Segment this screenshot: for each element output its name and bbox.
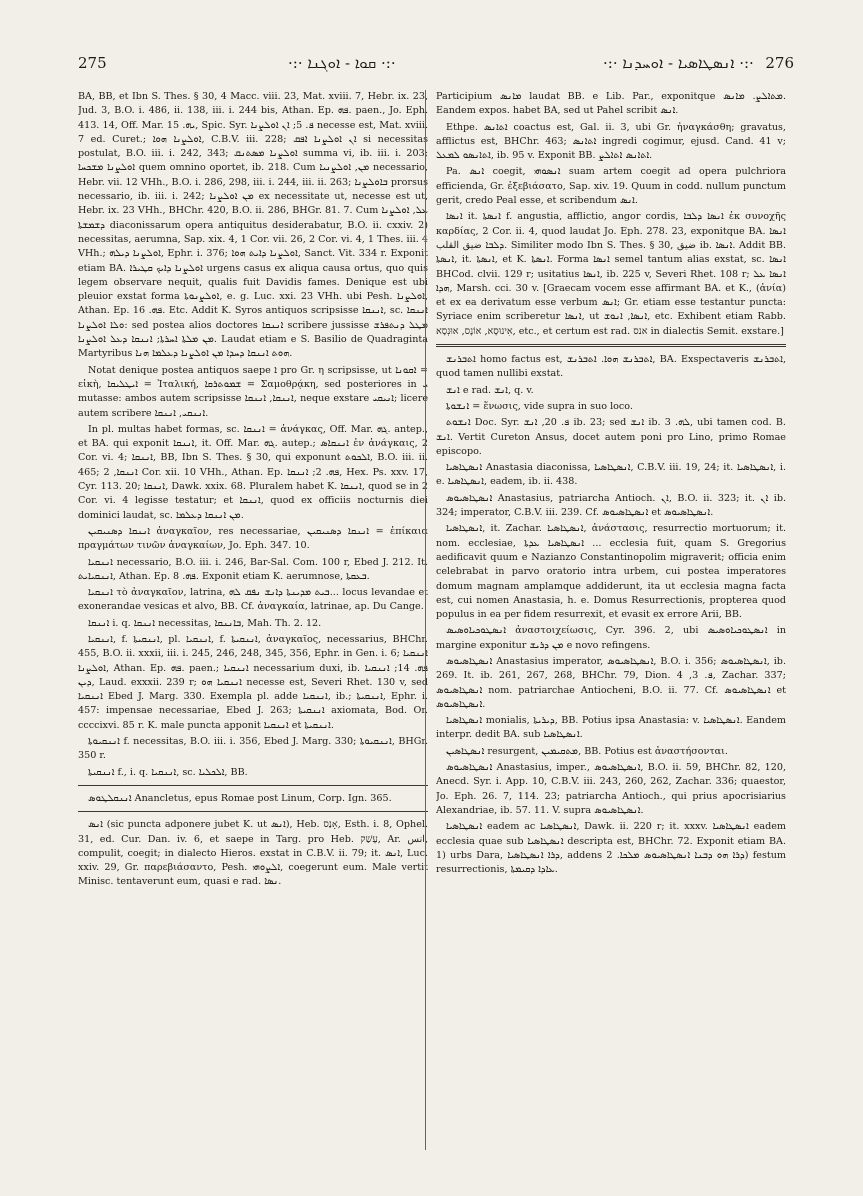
entry-paragraph: ܐܢܣܛܘܟܝܐܘܣܝܣ ἀναστοιχείωσις, Cyr. 396. 2, ubi ܐܢܣܛܘܟܝܐܘܣܝܣ in margine exponitur ܡܢ ܕܪܝܫ e novo refingens. [436, 625, 786, 651]
entry-paragraph: ܐܢܢܩܠܛܘܣ Anancletus, epus Romae post Linum, Corp. Ign. 365. [88, 792, 392, 804]
entry-paragraph: ܐܢܢܩܐ i. q. ܐܢܢܩܐ necessitas, ܒܐܢܢܩܐ, Mah. Th. 2. 12. [88, 617, 322, 629]
entry-paragraph: ܐܢܢܩܝܬܐ f., i. q. ܐܢܢܩܝܐ, sc. ܐܠܟܠܝܐ, BB. [88, 766, 248, 778]
running-header [78, 52, 794, 74]
entry-paragraph: ܐܢܢܩܝܐ necessario, B.O. iii. i. 246, Bar-Sal. Com. 100 r, Ebed J. 212. It. ܐܢܢܩܝܐܝܬ, Athan. Ep. ܦܗ. 8. Exponit etiam K. aerumnose, ܒܥܩܬܐ. [78, 556, 428, 582]
column-divider [425, 90, 426, 1150]
entry-paragraph: Pa. ܐܢܣ coegit, ܐܢܣܘܗܝ suam artem coegit ad opera pulchriora efficienda, Gr. ἐξεβιάσατο, Sap. xiv. 19. Quum in codd. nullum punctum gerit, credo Peal esse, et scribendum ܐܢܣ. [436, 166, 786, 207]
entry-paragraph: ܐܢܢܩܝܐ τὸ ἀναγκαῖον, latrina, ܒܝܬ ܡܕܝܢܬܐ ܕܐܢܫ ܢܦܩ ܠܗ... locus levandae et exonerandae vesicas et alvo, BB. Cf. ἀναγκαία, latrinae, ap. Du Cange. [78, 587, 428, 613]
entry-paragraph: ܐܢܢܩܐ ܕܣܢܝܩܝܢ ἀναγκαῖον, res necessariae, ܐܢܢܩܐ ܕܣܢܝܩܝܢ = ἐπίκαια πραγμάτων τινῶν ἀναγκαίων, Jo. Eph. 347. 10. [78, 525, 428, 552]
running-title-left: ·:· ܩܘܐ - ܐܘܓܢܐ ·:· [288, 54, 396, 72]
entry-paragraph: ܐܢܣ (sic puncta adponere jubet K. ut ܐܢܣ), Heb. אָנַס, Esth. i. 8, Ophel. 31, ed. Cur. Dan. iv. 6, et saepe in Targ. pro Heb. עָשַׁק, Ar. انس, compulit, coegit; in dialecto Hieros. exstat in C.B.V. ii. 79; it. ܐܢܣ, Luc. xxiv. 29, Gr. παρεβιάσαντο, Pesh. ܐܠܨܘܗܝ, coegerunt eum. Male vertit Minisc. tentaverunt eum, quasi e rad. ܢܣܐ. [78, 819, 428, 888]
entry-paragraph: ܐܢܣܛܐܣܝܐ monialis, ܕܝܪܝܬܐ, BB. Potius ipsa Anastasia: v. ܐܢܣܛܐܣܝܐ. Eandem interpr. dedit BA. sub ܐܢܣܛܐܣܝܐ. [436, 715, 786, 741]
section-rule [436, 344, 786, 347]
entry-paragraph: Ethpe. ܐܬܐܢܣ coactus est, Gal. ii. 3, ubi Gr. ἠναγκάσθη; gravatus, afflictus est, BHChr. 463; ܐܬܐܢܣ ingredi cogimur, ejusd. Cand. 41 v; ܐܬܐܢܣܘ ܠܡܥܠ, ib. 95 v. Exponit BB. ܐܬܐܢܣ ܐܬܐܠܨ. [436, 121, 786, 162]
entry-paragraph: In pl. multas habet formas, sc. ܐܢܢܩܐ = ἀνάγκας, Off. Mar. ܓܗ. antep., et BA. qui exponit ܐܢܢܩܐ, it. Off. Mar. ܓܗ. autep.; ܐܢܢܩܐܣ ἐν ἀνάγκαις, 2 Cor. vi. 4; ܐܢܢܩܐ, BB, Ibn S. Thes. § 30, qui exponunt ܐܠܟܘܬ, B.O. iii. ii. 465; ܐܢܢܩܐ, 2 Cor. xii. 10 VHh., Athan. Ep. ܦܗ. 2; ܐܢܢܩܐ, Hex. Ps. xxv. 17, Cyr. 113. 20; ܐܢܢܩܐ, Dawk. xxix. 68. Pluralem habet K. ܐܢܢܩܐ, quod se in 2 Cor. vi. 4 legisse testatur; et ܐܢܢܩܐ, quod ex officiis nocturnis diei dominici laudat, sc. ܡܢ ܐܢܢܩܐ ܕܥܠܡܐ. [78, 423, 428, 521]
entry-paragraph: ܐܢܣܛܐܣܝܐ Anastasia diaconissa, ܐܢܣܛܐܣܝܐ, C.B.V. iii. 19, 24; it. ܐܢܣܛܐܣܝܐ, i. e. ܐܢܣܛܐܣܝܐ, eadem, ib. ii. 438. [436, 462, 786, 488]
entry-paragraph: ܐܢܣܛܐܣܝܢ resurgent, ܡܬܩܝܡܝܢ, BB. Potius est ἀναστήσονται. [446, 745, 728, 757]
running-title-right: ·:· ܐܢܣܛܐܣܝܐ - ܐܘܚܕܢܐ ·:· [603, 54, 754, 72]
section-rule [78, 811, 428, 812]
entry-paragraph: ܐܢܣܛܐܣܝܘܣ Anastasius imperator, ܐܢܣܛܐܣܝܘܣ, B.O. i. 356; ܐܢܣܛܐܣܝܘܣ, ib. 269. It. ib. 261, 267, 268, BHChr. 79, Dion. ܦ. 3, 4, Zachar. 337; ܐܢܣܛܐܣܝܘܣ nom. patriarchae Antiocheni, B.O. ii. 77. Cf. ܐܢܣܛܐܣܝܘܣ et ܐܢܣܛܐܣܝܘܣ. [436, 655, 786, 710]
section-rule [78, 785, 428, 786]
entry-paragraph: ܐܢܣܛܐܣܝܘܣ Anastasius, imper., ܐܢܣܛܐܣܝܘܣ, B.O. ii. 59, BHChr. 82, 120, Anecd. Syr. i. App. 10, C.B.V. iii. 243, 260, 262, Zachar. 336; quaestor, Jo. Eph. 26. 7, 114. 23; patriarcha Antioch., qui prius apocrisiarius Alexandriae, ib. 57. 11. V. supra ܐܢܣܛܐܣܝܘܣ. [436, 762, 786, 816]
entry-paragraph: ܐܢܣܛܐܣܝܐ, it. Zachar. ܐܢܣܛܐܣܝܐ, ἀνάστασις, resurrectio mortuorum; it. nom. ecclesiae, ܐܢܣܛܐܣܝܐ ܥܕܬܐ ... ecclesia fuit, quam S. Gregorius aedificavit quum e Nazianzo Constantinopolim migraverit; officia enim celebrabat in parvo oratorio intra urbem, cui postea imperatores domum magnam amplamque addiderunt, ita ut ecclesia magna facta est, cui nomen Anastasia, h. e. Domus Resurrectionis, propterea quod populus in ea per fidem resurrexit, et evasit ex errore Arii, BB. [436, 523, 786, 621]
entry-paragraph: ܐܢܫܘܬܐ = ἕνωσις, vide supra in suo loco. [446, 400, 633, 412]
page-number-right: 276 [765, 54, 794, 72]
entry-paragraph: ܐܢܢܩܝܘܬܐ f. necessitas, B.O. iii. i. 356, Ebed J. Marg. 330; ܐܢܢܩܝܘܬܐ, BHGr. 350 r. [78, 736, 428, 762]
entry-paragraph: ܐܢܫܘܬ Doc. Syr. ܦ. 20, ܐܢܫ ib. 23; sed ܐܢܫ ib. ܠܗ. 3, ubi tamen cod. B. ܐܢܫ. Vertit Cureton Ansus, docet autem poni pro Lino, primo Romae episcopo. [436, 417, 786, 457]
left-column [78, 90, 428, 1160]
entry-paragraph: Notat denique postea antiquos saepe ܐ pro Gr. η scripsisse, ut ܐܩܘܢܐ = εἰκὴ, ܐܝܛܠܝܩܐ = Ἰταλική, ܫܡܘܬܪܩܐ = Σαμοθρᾴκη, sed posteriores in ܝ mutasse: ambos autem scripsisse ܐܢܢܩܐ, ܐܢܢܩܐ, neque exstare ܐܢܝܩܝ; licere autem scribere ܐܢܢܩܝ, ܐܢܢܩܐ. [78, 364, 428, 419]
entry-paragraph: Participium ܡܐܢܣ laudat BB. e Lib. Par., exponitque ܡܬܐܠܨ. ܡܐܢܣ. Eandem expos. habet BA, sed ut Pahel scribit ܐܢܣ. [436, 91, 786, 117]
entry-paragraph: ܐܢܫ e rad. ܐܢܫ, q. v. [446, 384, 534, 396]
entry-paragraph: ܐܢܣܛܐܣܝܐ eadem ac ܐܢܣܛܐܣܝܐ, Dawk. ii. 220 r; it. xxxv. ܐܢܣܛܐܣܝܐ eadem ecclesia quae sub ܐܢܣܛܐܣܝܐ descripta est, BHChr. 72. Exponit etiam BA. 1) urbs Dara, ܕܪܐ ܐܢܣܛܐܣܝܐ, addens ܕܪܐ ܗܘ ܕܒܢܐ ܐܢܣܛܐܣܝܘܣ ܡܠܟܐ. 2) festum resurrectionis, ܥܐܕܐ ܕܩܝܡܬܐ. [436, 821, 786, 876]
entry-paragraph: BA, BB, et Ibn S. Thes. § 30, 4 Macc. viii. 23, Mat. xviii. 7, Hebr. ix. 23, Jud. 3, B.O. i. 486, ii. 138, iii. i. 244 bis, Athan. Ep. ܦܗ. paen., Jo. Eph. 413. 14, Off. Mar. ܝܗ. 15, Spic. Syr. ܦ. 5; ܐܢ ܐܘܠܨܢܐ necesse est, Mat. xviii. 7 ed. Curet.; ܐܘܠܨܢܐ ܗܘܐ, C.B.V. iii. 228; ܐܢ ܐܘܠܨܢܐ ܐܦܩ si necessitas postulat, B.O. iii. i. 242, 343; ܐܘܠܨܢܐ ܡܣܬܢܩ summa vi, ib. iii. i. 203; ܐܘܠܨܢܐ ܡܫܟܚܐ quem omnino oportet, ib. 218. Cum ܡܢ, ܐܘܠܨܢܝܐ necessario, Hebr. vii. 12 VHh., B.O. i. 286, 298, iii. i. 244, iii. ii. 263; ܒܐܘܠܨܢܐ prorsus necessario, ib. iii. i. 242; ܡܢ ܐܘܠܨܢܐ ex necessitate ut, necesse est ut, Hebr. ix. 23 VHh., BHChr. 420, B.O. ii. 286, BHGr. 81. 7. Cum ܥܠ, ܐܘܠܨܢܐ ܕܫܡܫܬܐ diaconissarum opera antiquitus desiderabatur, B.O. ii. cxxiv. 2) necessitas, aerumna, Sap. xix. 4, 1 Cor. vii. 26, 2 Cor. vi. 4, 1 Thes. iii. 4 VHh.; ܐܘܠܨܢܐ ܕܝܠܗ, Ephr. i. 376; ܐܘܠܨܢܐ ܕܐܝܬ ܗܘܐ, Sanct. Vit. 334 r. Exponit etiam BA. ܐܘܠܨܢܐ ܕܐܝܟ ܩܛܝܪܐ urgens casus ex aliqua causa ortus, quo quis legem observare nequit, qualis fuit Davidis fames. Denique est ubi pleuior exstat forma ܐܘܠܨܢܘܬܐ, e. g. Luc. xxi. 23 VHh. ubi Pesh. ܐܘܠܨܢܐ, Athan. Ep. ܦܗ. 16. Etc. Addit K. Syros antiquos scripsisse ܐܢܢܩܐ, sc. ܐܢܢܩܐ ܘܠܐ ܐܘܠܨܢܐ: sed postea alios doctores ܐܢܢܩܐ scribere jussisse ܡܛܠ ܕܢܬܦܪܫ ܡܢ ܡܠܬܐ ܐܚܪܬܐ; ܐܢܢܩܐ ܕܥܠ ܐܘܠܨܢܐ. Laudat etiam e S. Basilio de Quadraginta Martyribus ܗܘܬ ܐܢܢܩܐ ܕܚܕܐ ܡܢ ܐܘܠܨܢܐ ܕܥܠܡܐ ܗܢܐ. [78, 91, 428, 360]
entry-paragraph: ܐܬܒܪܢܫ homo factus est, ܐܬܒܪܢܫ ܗܘܐ. ܐܬܒܪܢܫ, BA. Exspectaveris ܐܬܒܪܢܫ, quod tamen nullibi exstat. [436, 354, 786, 380]
entry-paragraph: ܐܢܣܐ it. ܐܢܣܬܐ f. angustia, afflictio, angor cordis, ܐܢܣܐ ܕܠܒܐ ἐκ συνοχῆς καρδίας, 2 Cor. ii. 4, quod laudat Jo. Eph. 278. 23, exponitque BA. ܐܢܣܐ ܕܠܒܐ ضيق القلب. Similiter modo Ibn S. Thes. § 30, ضيق ib. ܐܢܣܐ. Addit BB. ܐܢܣܬܐ, it. ܐܢܣܬܐ, et K. ܐܢܣܬܐ. Forma ܐܢܣܐ semel tantum alias exstat, sc. ܐܢܣܐ BHCod. clvii. 129 r; usitatius ܐܢܣܐ, ib. 225 v, Severi Rhet. 108 r; ܐܢܣܐ ܥܠ ܗܕܐ, Marsh. cci. 30 v. [Graecam vocem esse affirmant BA. et K., (ἀνία) et ex ea derivatum esse verbum ܐܢܣ; Gr. etiam esse testantur puncta: Syriace enim scriberetur ܐܢܣܐ, ut ܐܢܣܐ, ܐܢܘܫ, etc. Exhibent etiam Rabb. אִינוּסָא, אוֹנֶס, אוּנְסָא, etc., et certum est rad. אנס in dialectis Semit. exstare.] [436, 211, 786, 337]
entry-paragraph: ܐܢܣܛܐܣܝܘܣ Anastasius, patriarcha Antioch. ܐܢ, B.O. ii. 323; it. ܐܢ ib. 324; imperator, C.B.V. iii. 239. Cf. ܐܢܣܛܐܣܝܘܣ et ܐܢܣܛܐܣܝܘܣ. [436, 492, 786, 519]
page-number-left: 275 [78, 54, 107, 72]
right-column [436, 90, 786, 1160]
entry-paragraph: ܐܢܢܩܝܐ, f. ܐܢܢܩܝܬܐ, pl. ܐܢܢܩܝܐ, f. ܐܢܢܩܝܬܐ, ἀναγκαῖος, necessarius, BHChr. 455, B.O. ii. xxxii, iii. i. 245, 246, 248, 345, 356, Ephr. in Gen. i. 6; ܐܢܢܩܝܐ ܐܘܠܨܢܐ, Athan. Ep. ܦܗ. paen.; ܐܢܢܩܝܐ necessarium duxi, ib. ܦܗ. 14; ܐܢܢܩܝܐ ܕܝܢ, Laud. exxxii. 239 r; ܐܢܢܩܝܐ ܗܘ necesse est, Severi Rhet. 130 v, sed ܐܢܢܩܝܐ Ebed J. Marg. 330. Exempla pl. adde ܐܢܢܩܝܐ, ib.; ܐܢܢܩܝܬܐ, Ephr. i. 457: impensae necessariae, Ebed J. 263; ܐܢܢܩܝܬܐ axiomata, Bod. Or. ccccixvi. 85 r. K. male puncta apponit ܐܢܢܩܝܐ et ܐܢܢܩܝܬܐ. [78, 633, 428, 731]
